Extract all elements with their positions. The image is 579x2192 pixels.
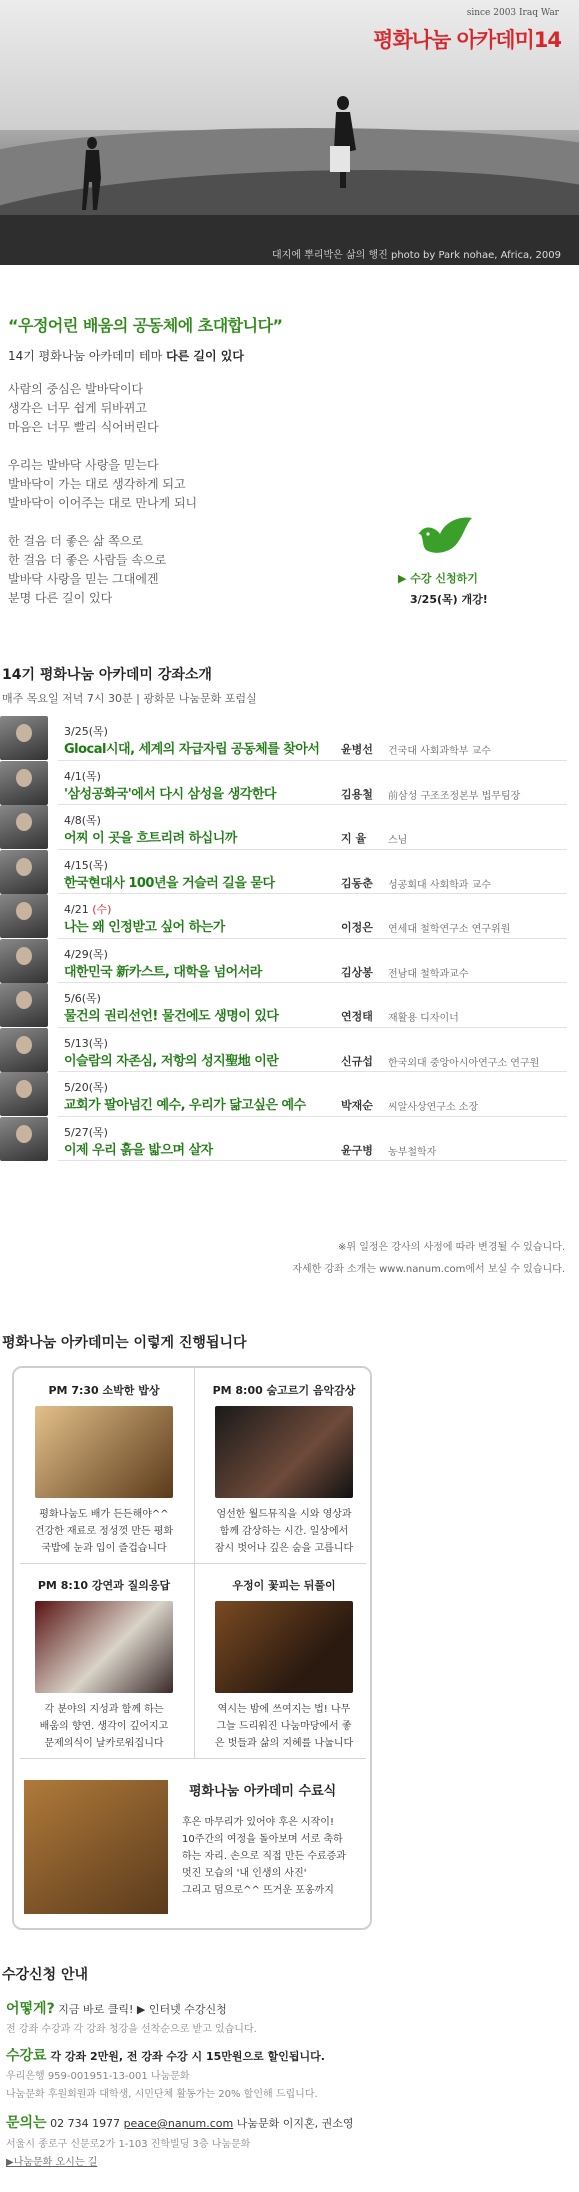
speaker-name: 윤병선 bbox=[341, 743, 373, 756]
lecture-date: 5/20(목) bbox=[64, 1081, 108, 1094]
program-text-line: 각 분야의 지성과 함께 하는 bbox=[44, 1704, 164, 1715]
program-text-line: 잠시 벗어나 깊은 숨을 고릅니다 bbox=[214, 1543, 354, 1554]
apply-link[interactable]: ▶ 수강 신청하기 bbox=[398, 572, 478, 585]
poem-line: 마음은 너무 빨리 식어버린다 bbox=[8, 420, 159, 434]
opening-date: 3/25(목) 개강! bbox=[410, 593, 488, 606]
lecture-row[interactable] bbox=[58, 1117, 567, 1162]
graduation-text-line: 후은 마무리가 있어야 후은 시작이! bbox=[182, 1817, 334, 1828]
program-text-line: 건강한 재료로 정성껏 만든 평화 bbox=[34, 1526, 174, 1537]
lecture-topic[interactable]: '삼성공화국'에서 다시 삼성을 생각한다 bbox=[64, 786, 276, 802]
map-link[interactable]: ▶나눔문화 오시는 길 bbox=[6, 2157, 98, 2168]
lecture-row[interactable] bbox=[58, 939, 567, 984]
speaker-photo bbox=[0, 1072, 48, 1116]
discount-note: 나눔문화 후원회원과 대학생, 시민단체 활동가는 20% 할인해 드립니다. bbox=[6, 2089, 318, 2100]
lectures-title: 14기 평화나눔 아카데미 강좌소개 bbox=[2, 667, 212, 683]
poem-line: 사람의 중심은 발바닥이다 bbox=[8, 382, 144, 396]
speaker-org: 한국외대 중앙아시아연구소 연구원 bbox=[388, 1057, 540, 1069]
schedule-notes bbox=[292, 1237, 565, 1281]
contact-email-link[interactable]: peace@nanum.com bbox=[123, 2117, 234, 2130]
lecture-date: 4/15(목) bbox=[64, 858, 108, 872]
program-heading: PM 8:00 숨고르기 음악감상 bbox=[212, 1384, 356, 1397]
contact-phone: 02 734 1977 bbox=[50, 2117, 121, 2130]
program-text-line: 국밥에 눈과 입이 즐겁습니다 bbox=[41, 1543, 167, 1554]
speaker-photo bbox=[0, 850, 48, 894]
contact-names: 나눔문화 이지혼, 권소영 bbox=[236, 2117, 354, 2130]
lecture-row[interactable] bbox=[58, 805, 567, 850]
speaker-org: 씨알사상연구소 소장 bbox=[388, 1102, 479, 1113]
program-dinner bbox=[16, 1382, 192, 1557]
green-bird-icon bbox=[416, 514, 476, 558]
graduation-text-line: 그리고 덤으로^^ 뜨거운 포옹까지 bbox=[182, 1885, 334, 1896]
speaker-name: 김동춘 bbox=[341, 876, 373, 890]
lecture-date: 4/8(목) bbox=[64, 814, 101, 827]
how-note: 전 강좌 수강과 각 강좌 청강을 선착순으로 받고 있습니다. bbox=[6, 2024, 257, 2035]
poem-line: 우리는 발바닥 사랑을 믿는다 bbox=[8, 458, 159, 472]
brand-title: 평화나눔 아카데미14 bbox=[373, 28, 561, 52]
fee-label: 수강료 bbox=[6, 2048, 47, 2064]
program-text-line: 문제의식이 날카로워집니다 bbox=[44, 1738, 164, 1749]
graduation-photo bbox=[24, 1780, 168, 1914]
lecture-topic[interactable]: 대한민국 新카스트, 대학을 넘어서라 bbox=[64, 964, 262, 980]
speaker-org: 前삼성 구조조정본부 법무팀장 bbox=[388, 790, 521, 802]
speaker-name: 이정은 bbox=[341, 921, 373, 934]
program-text-line: 배움의 향연. 생각이 깊어지고 bbox=[39, 1721, 169, 1732]
program-heading: 우정이 꽃피는 뒤풀이 bbox=[232, 1579, 336, 1592]
program-lecture bbox=[16, 1577, 192, 1752]
online-apply-link[interactable]: ▶ 인터넷 수강신청 bbox=[136, 2003, 227, 2016]
lecture-row[interactable] bbox=[58, 894, 567, 939]
poem-line: 한 걸음 더 좋은 사람들 속으로 bbox=[8, 553, 167, 567]
poem-line: 분명 다른 길이 있다 bbox=[8, 591, 113, 605]
speaker-org: 스님 bbox=[388, 835, 408, 846]
speaker-photo bbox=[0, 716, 48, 760]
theme-prefix: 14기 평화나눔 아카데미 테마 bbox=[8, 349, 163, 363]
fee-text: 각 강좌 2만원, 전 강좌 수강 시 15만원으로 할인됩니다. bbox=[50, 2050, 325, 2063]
speaker-photo bbox=[0, 1028, 48, 1072]
lecture-date: 5/13(목) bbox=[64, 1036, 108, 1050]
speaker-org: 성공회대 사회학과 교수 bbox=[388, 879, 491, 891]
speaker-photo bbox=[0, 761, 48, 805]
lecture-topic[interactable]: 어찌 이 곳을 흐트리려 하십니까 bbox=[64, 831, 237, 846]
contact-label: 문의는 bbox=[6, 2115, 47, 2131]
lecture-topic[interactable]: Glocal시대, 세계의 자급자립 공동체를 찾아서 bbox=[64, 742, 320, 757]
program-text-line: 함께 감상하는 시간. 일상에서 bbox=[219, 1526, 349, 1537]
lecture-date bbox=[64, 901, 111, 917]
graduation-title: 평화나눔 아카데미 수료식 bbox=[189, 1784, 337, 1799]
graduation-text-line: 멋진 모습의 '내 인생의 사진' bbox=[182, 1868, 307, 1879]
how-text: 지금 바로 클릭! bbox=[58, 2003, 134, 2016]
fee-info bbox=[6, 2045, 325, 2065]
speaker-photo bbox=[0, 939, 48, 983]
lecture-date: 4/29(목) bbox=[64, 947, 108, 961]
theme-line bbox=[8, 347, 244, 364]
lecture-topic[interactable]: 물건의 권리선언! 물건에도 생명이 있다 bbox=[64, 1009, 279, 1024]
address: 서울시 종로구 신문로2가 1-103 진학빌딩 3층 나눔문화 bbox=[6, 2139, 251, 2150]
poem-stanza bbox=[8, 456, 388, 513]
graduation-text-line: 10주간의 여정을 돌아보며 서로 축하 bbox=[182, 1834, 343, 1845]
program-text-line: 평화나눔도 배가 든든해야^^ bbox=[39, 1509, 169, 1520]
speaker-name: 연정태 bbox=[341, 1010, 373, 1023]
photo-credit: 대지에 뿌리박은 삶의 행진 photo by Park nohae, Africa, 2009 bbox=[272, 250, 561, 261]
poem-line: 발바닥이 가는 대로 생각하게 되고 bbox=[8, 477, 186, 491]
poem-line: 발바닥이 이어주는 대로 만나게 되니 bbox=[8, 496, 198, 510]
theme-name: 다른 길이 있다 bbox=[166, 349, 244, 363]
speaker-photo bbox=[0, 1117, 48, 1161]
registration-title: 수강신청 안내 bbox=[2, 1967, 89, 1983]
process-title: 평화나눔 아카데미는 이렇게 진행됩니다 bbox=[2, 1335, 247, 1351]
lecture-date-weekday: (수) bbox=[92, 903, 112, 916]
schedule-change-note: ※위 일정은 강사의 사정에 따라 변경될 수 있습니다. bbox=[337, 1242, 565, 1253]
intro-title: “우정어린 배움의 공동체에 초대합니다” bbox=[8, 316, 283, 335]
speaker-name: 지 율 bbox=[341, 832, 367, 845]
program-text bbox=[196, 1701, 372, 1752]
poem-line: 생각은 너무 쉽게 뒤바뀌고 bbox=[8, 401, 147, 415]
speaker-photo bbox=[0, 983, 48, 1027]
how-label: 어떻게? bbox=[6, 2001, 55, 2017]
music-video-photo bbox=[215, 1406, 353, 1498]
lecture-row[interactable] bbox=[58, 850, 567, 895]
lecture-date-day: 4/21 bbox=[64, 903, 89, 916]
speaker-org: 농부철학자 bbox=[388, 1146, 437, 1158]
bank-account: 우리은행 959-001951-13-001 나눔문화 bbox=[6, 2071, 190, 2082]
lecture-photo bbox=[35, 1601, 173, 1693]
lectures-schedule: 매주 목요일 저녁 7시 30분 | 광화문 나눔문화 포럼실 bbox=[2, 692, 257, 705]
speaker-org: 건국대 사회과학부 교수 bbox=[388, 746, 491, 757]
poem-line: 발바닥 사랑을 믿는 그대에겐 bbox=[8, 572, 159, 586]
speaker-photo bbox=[0, 805, 48, 849]
speaker-org: 전남대 철학과교수 bbox=[388, 968, 469, 980]
program-text bbox=[196, 1506, 372, 1557]
speaker-name: 신규섭 bbox=[341, 1054, 373, 1068]
afterparty-photo bbox=[215, 1601, 353, 1693]
lecture-topic[interactable]: 나는 왜 인정받고 싶어 하는가 bbox=[64, 920, 225, 935]
program-text-line: 역시는 밤에 쓰여지는 법! 나무 bbox=[217, 1704, 351, 1715]
graduation-text bbox=[182, 1814, 372, 1899]
program-music bbox=[196, 1382, 372, 1557]
poem-stanza bbox=[8, 380, 388, 437]
graduation-text-line: 하는 자리. 손으로 직접 만든 수료증과 bbox=[182, 1851, 346, 1862]
lecture-row[interactable] bbox=[58, 761, 567, 806]
lecture-list bbox=[0, 716, 579, 1161]
hero-photo bbox=[0, 0, 579, 265]
bibimbap-photo bbox=[35, 1406, 173, 1498]
details-link-note: 자세한 강좌 소개는 www.nanum.com에서 보실 수 있습니다. bbox=[292, 1264, 565, 1275]
lecture-date: 3/25(목) bbox=[64, 725, 108, 738]
since-caption: since 2003 Iraq War bbox=[466, 8, 559, 18]
lecture-row[interactable] bbox=[58, 983, 567, 1028]
lecture-topic[interactable]: 한국현대사 100년을 거슬러 길을 묻다 bbox=[64, 875, 275, 891]
divider bbox=[20, 1758, 366, 1759]
speaker-name: 김상봉 bbox=[341, 965, 373, 979]
program-box bbox=[12, 1366, 372, 1930]
speaker-name: 윤구병 bbox=[341, 1143, 373, 1157]
speaker-org: 재활용 디자이너 bbox=[388, 1013, 459, 1024]
contact-info bbox=[6, 2112, 353, 2132]
program-text bbox=[16, 1701, 192, 1752]
program-heading: PM 7:30 소박한 밥상 bbox=[48, 1384, 160, 1397]
speaker-org: 연세대 철학연구소 연구위원 bbox=[388, 924, 511, 935]
lecture-date: 5/6(목) bbox=[64, 992, 101, 1005]
lecture-date: 4/1(목) bbox=[64, 769, 101, 783]
poem-line: 한 걸음 더 좋은 삶 쪽으로 bbox=[8, 534, 143, 548]
speaker-photo bbox=[0, 894, 48, 938]
how-to-apply bbox=[6, 1998, 227, 2018]
lecture-row[interactable] bbox=[58, 1072, 567, 1117]
poem bbox=[8, 380, 388, 627]
program-text-line: 은 벗들과 삶의 지혜를 나눕니다 bbox=[214, 1738, 354, 1749]
lecture-row[interactable] bbox=[58, 1028, 567, 1073]
program-text-line: 엄선한 월드뮤직을 시와 영상과 bbox=[216, 1509, 352, 1520]
lecture-date: 5/27(목) bbox=[64, 1125, 108, 1139]
program-text-line: 그늘 드리워진 나눔마당에서 좋 bbox=[216, 1721, 352, 1732]
lecture-topic[interactable]: 이제 우리 흙을 밟으며 살자 bbox=[64, 1142, 213, 1158]
program-text bbox=[16, 1506, 192, 1557]
program-heading: PM 8:10 강연과 질의응답 bbox=[37, 1579, 171, 1592]
lecture-row[interactable] bbox=[58, 716, 567, 761]
poem-stanza bbox=[8, 532, 388, 608]
speaker-name: 박재순 bbox=[341, 1099, 373, 1112]
speaker-name: 김용철 bbox=[341, 787, 373, 801]
divider bbox=[20, 1563, 366, 1564]
lecture-topic[interactable]: 이슬람의 자존심, 저항의 성지聖地 이란 bbox=[64, 1053, 279, 1069]
program-afterparty bbox=[196, 1577, 372, 1752]
lecture-topic[interactable]: 교회가 팔아넘긴 예수, 우리가 닮고싶은 예수 bbox=[64, 1098, 306, 1113]
